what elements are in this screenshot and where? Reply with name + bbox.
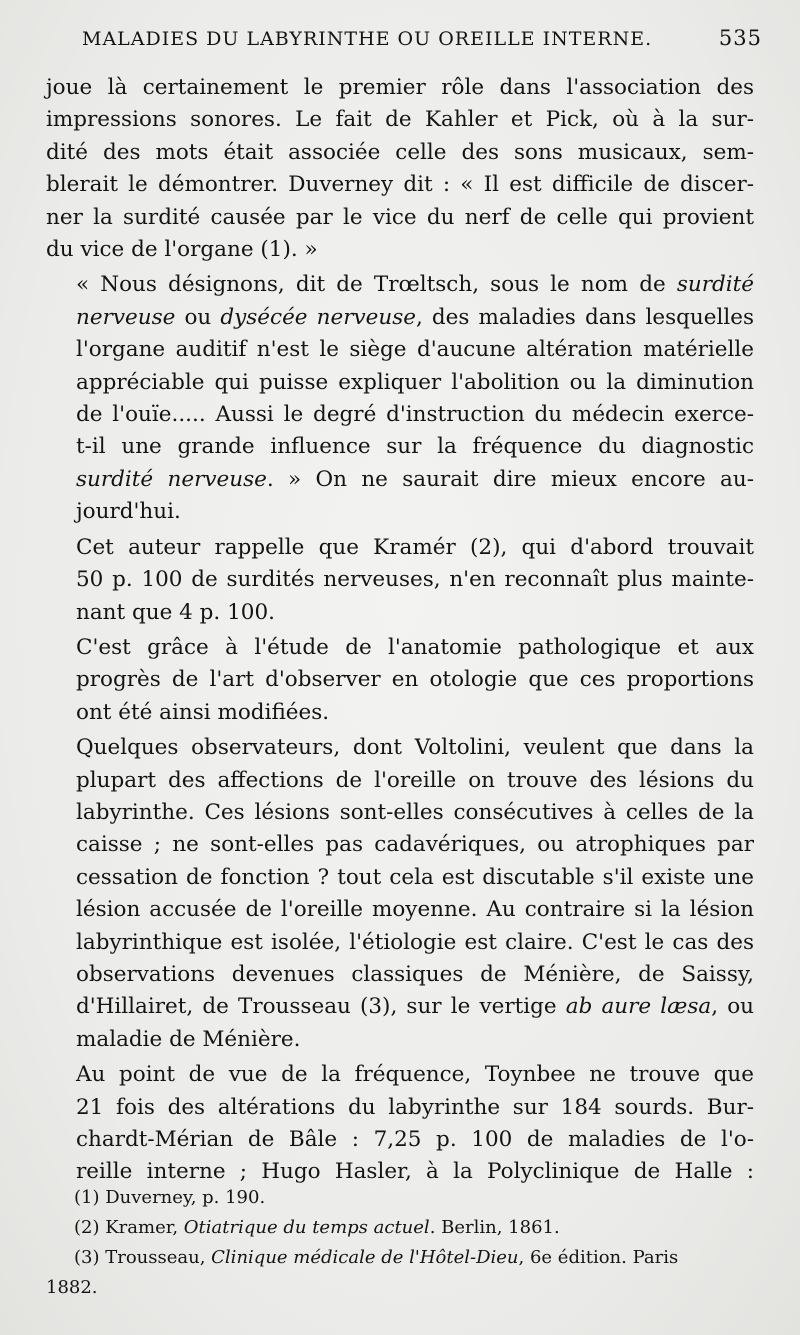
running-header: [82, 26, 762, 66]
text-line: maladie de Ménière.: [76, 1026, 301, 1052]
text-line: t-il une grande influence sur la fréquence du diagnostic: [76, 434, 754, 460]
text-line: plupart des affections de l'oreille on trouve des lésions du: [76, 767, 754, 793]
text-line: labyrinthique est isolée, l'étiologie est claire. C'est le cas des: [76, 929, 754, 955]
text-line: ner la surdité causée par le vice du nerf de celle qui provient: [46, 204, 754, 230]
text-line: chardt-Mérian de Bâle : 7,25 p. 100 de maladies de l'o-: [76, 1127, 754, 1152]
text-line: du vice de l'organe (1). »: [46, 237, 318, 263]
body-text: [46, 72, 754, 1192]
paragraph-1: [46, 72, 754, 266]
text-line: de l'ouïe..... Aussi le degré d'instruction du médecin exerce-: [76, 402, 754, 428]
paragraph-5: [46, 732, 754, 1056]
text-line: progrès de l'art d'observer en otologie que ces proportions: [76, 667, 754, 693]
text-line: labyrinthe. Ces lésions sont-elles consécutives à celles de la: [76, 799, 754, 825]
text-line: 50 p. 100 de surdités nerveuses, n'en reconnaît plus mainte-: [76, 567, 754, 593]
paragraph-6: [46, 1059, 754, 1189]
text-line: caisse ; ne sont-elles pas cadavériques, ou atrophiques par: [76, 832, 754, 858]
text-line: Au point de vue de la fréquence, Toynbee ne trouve que: [76, 1062, 754, 1088]
text-line: dité des mots était associée celle des sons musicaux, sem-: [46, 139, 754, 165]
running-title: MALADIES DU LABYRINTHE OU OREILLE INTERNE.: [82, 28, 653, 50]
text-line: observations devenues classiques de Ménière, de Saissy,: [76, 961, 754, 987]
text-line: d'Hillairet, de Trousseau (3), sur le vertige ab aure læsa, ou: [76, 994, 755, 1020]
text-line: blerait le démontrer. Duverney dit : « Il est difficile de discer-: [46, 172, 754, 198]
page-number: 535: [718, 26, 762, 50]
footnote-1: (1) Duverney, p. 190.: [74, 1187, 266, 1208]
text-line: reille interne ; Hugo Hasler, à la Polyclinique de Halle :: [76, 1159, 754, 1185]
paragraph-4: [46, 632, 754, 729]
text-line: surdité nerveuse. » On ne saurait dire mieux encore au-: [76, 466, 754, 492]
text-line: cessation de fonction ? tout cela est discutable s'il existe une: [76, 864, 754, 890]
text-line: lésion accusée de l'oreille moyenne. Au contraire si la lésion: [76, 897, 754, 923]
footnote-3: (3) Trousseau, Clinique médicale de l'Hôtel-Dieu, 6e édition. Paris: [74, 1247, 679, 1268]
text-line: C'est grâce à l'étude de l'anatomie pathologique et aux: [76, 634, 754, 660]
text-line: « Nous désignons, dit de Trœltsch, sous le nom de surdité: [76, 272, 754, 298]
text-line: impressions sonores. Le fait de Kahler et Pick, où à la sur-: [46, 107, 754, 133]
text-line: ont été ainsi modifiées.: [76, 699, 330, 725]
text-line: Quelques observateurs, dont Voltolini, veulent que dans la: [76, 735, 754, 761]
text-line: 21 fois des altérations du labyrinthe sur 184 sourds. Bur-: [76, 1094, 754, 1120]
footnotes: [46, 1183, 754, 1303]
footnote-2: (2) Kramer, Otiatrique du temps actuel. Berlin, 1861.: [74, 1217, 560, 1238]
text-line: jourd'hui.: [76, 499, 181, 525]
text-line: nerveuse ou dysécée nerveuse, des maladies dans lesquelles: [76, 304, 754, 330]
text-line: joue là certainement le premier rôle dans l'association des: [46, 75, 754, 100]
text-line: Cet auteur rappelle que Kramér (2), qui d'abord trouvait: [76, 534, 754, 560]
paragraph-3: [46, 532, 754, 629]
paragraph-2: [46, 269, 754, 528]
footnote-3-continuation: 1882.: [46, 1277, 98, 1298]
text-line: nant que 4 p. 100.: [76, 599, 275, 625]
text-line: appréciable qui puisse expliquer l'abolition ou la diminution: [76, 369, 754, 395]
text-line: l'organe auditif n'est le siège d'aucune altération matérielle: [76, 337, 754, 363]
